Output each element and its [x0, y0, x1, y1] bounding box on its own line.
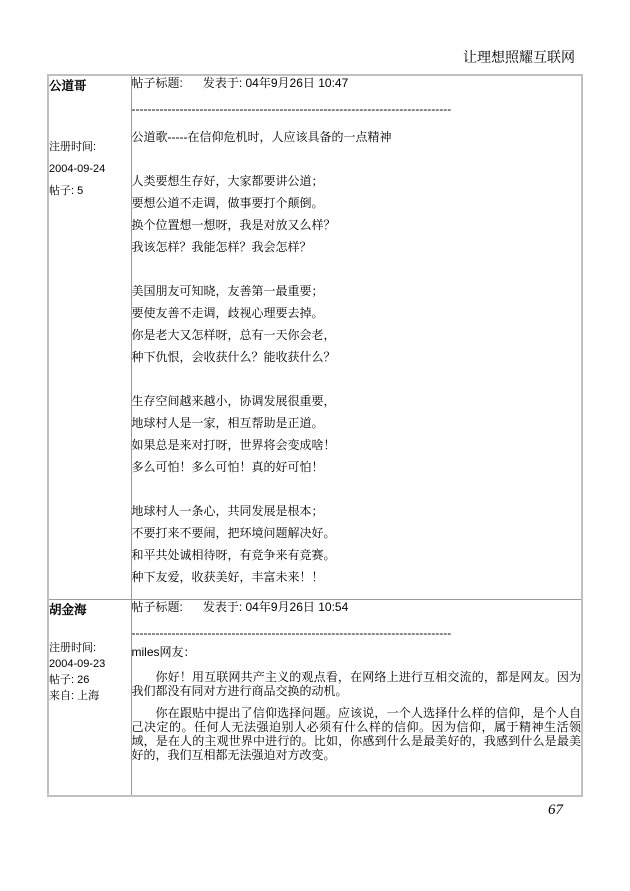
- post-title-label: 帖子标题:: [131, 76, 183, 90]
- blank-line: [132, 148, 582, 170]
- forum-posts-table: [47, 74, 583, 797]
- registration-label: 注册时间:: [49, 141, 97, 153]
- post-title-label: 帖子标题:: [131, 599, 183, 614]
- registration-date: 2004-09-23: [49, 657, 106, 670]
- poem-line: 美国朋友可知晓，友善第一最重要；: [131, 284, 324, 298]
- author-name: 公道哥: [49, 79, 87, 93]
- post-greeting: miles网友：: [131, 644, 196, 659]
- post-subject: 公道歌-----在信仰危机时，人应该具备的一点精神: [131, 130, 392, 144]
- poem-body: [132, 126, 582, 588]
- separator-line: --------------------------------------------------------------------------------: [131, 626, 452, 639]
- post-header: [132, 76, 582, 90]
- blank-line: [132, 258, 582, 280]
- post-content-cell-2: [131, 599, 582, 796]
- poem-line: 人类要想生存好，大家都要讲公道；: [131, 174, 324, 188]
- author-cell-2: [48, 599, 131, 796]
- blank-line: [132, 368, 582, 390]
- poem-line: 要想公道不走调，做事要打个颠倒。: [131, 196, 324, 210]
- poem-line: 不要打来不要闹，把环境问题解决好。: [131, 526, 336, 540]
- post-paragraph: 你在跟贴中提出了信仰选择问题。应该说，一个人选择什么样的信仰，是个人自己决定的。任何人无法强迫别人必须有什么样的信仰。因为信仰，属于精神生活领域，是在人的主观世界中进行的。比如，你感到什么是最美好的，我感到什么是最美好的，我们互相都无法强迫对方改变。: [131, 705, 581, 762]
- post-header: [132, 600, 582, 614]
- post-count: 帖子: 26: [49, 673, 90, 686]
- poem-line: 种下友爱，收获美好，丰富未来！！: [131, 570, 324, 584]
- author-location: 来自: 上海: [49, 689, 100, 702]
- poem-line: 我该怎样？我能怎样？我会怎样？: [131, 240, 312, 254]
- poem-line: 地球村人一条心，共同发展是根本；: [131, 504, 324, 518]
- post-count: 帖子: 5: [49, 185, 84, 197]
- registration-label: 注册时间:: [49, 641, 97, 654]
- poem-line: 地球村人是一家，相互帮助是正道。: [131, 416, 324, 430]
- poem-line: 种下仇恨，会收获什么？能收获什么？: [131, 350, 336, 364]
- author-cell-1: [48, 75, 131, 599]
- post-content-cell-1: [131, 75, 582, 599]
- separator-line: --------------------------------------------------------------------------------: [131, 103, 452, 115]
- poem-line: 和平共处诚相待呀，有竞争来有竞赛。: [131, 548, 336, 562]
- poem-line: 换个位置想一想呀，我是对放又么样？: [131, 218, 336, 232]
- poem-line: 你是老大又怎样呀，总有一天你会老，: [131, 328, 336, 342]
- author-info: [49, 640, 131, 704]
- reply-body: [132, 642, 582, 762]
- blank-line: [132, 478, 582, 500]
- poem-line: 要使友善不走调，歧视心理要去掉。: [131, 306, 324, 320]
- post-paragraph: 你好！用互联网共产主义的观点看，在网络上进行互相交流的，都是网友。因为我们都没有同对方进行商品交换的动机。: [131, 669, 581, 698]
- registration-date: 2004-09-24: [49, 163, 106, 175]
- post-row-2: [48, 599, 582, 796]
- poem-line: 如果总是来对打呀，世界将会变成啥！: [131, 438, 336, 452]
- page-number: 67: [548, 802, 563, 818]
- author-info: [49, 136, 131, 202]
- post-row-1: [48, 75, 582, 599]
- poem-line: 生存空间越来越小，协调发展很重要，: [131, 394, 336, 408]
- post-timestamp: 发表于: 04年9月26日 10:47: [202, 76, 349, 90]
- poem-line: 多么可怕！多么可怕！真的好可怕！: [131, 460, 324, 474]
- page-header-title: 让理想照耀互联网: [463, 49, 575, 65]
- author-name: 胡金海: [49, 602, 87, 617]
- post-timestamp: 发表于: 04年9月26日 10:54: [202, 599, 349, 614]
